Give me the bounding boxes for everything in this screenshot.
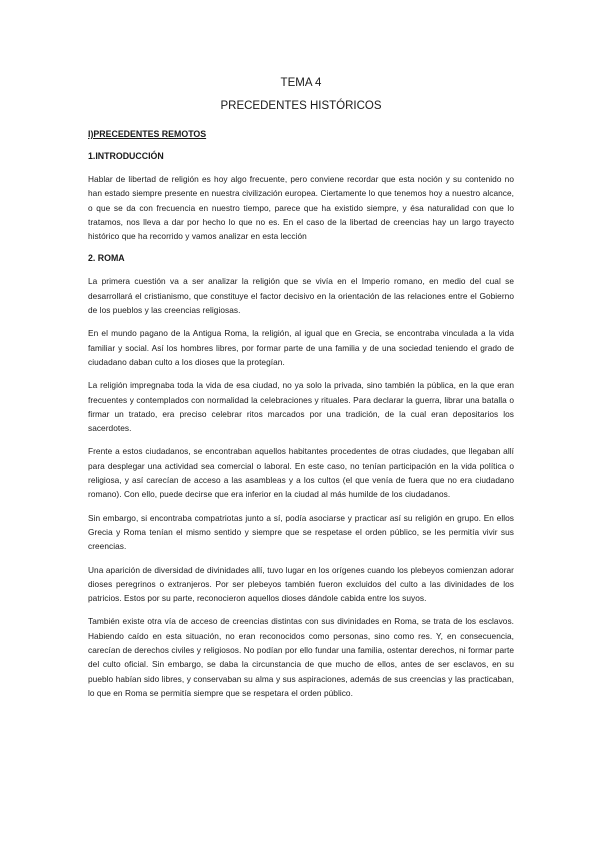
paragraph-roma-2: En el mundo pagano de la Antigua Roma, la religión, al igual que en Grecia, se encontraba vinculada a la vida familiar y social. Así los hombres libres, por formar parte de una familia y de una sociedad teniendo el grado de ciudadano daban culto a los dioses que la protegían. xyxy=(88,328,514,367)
paragraph-roma-5: Sin embargo, si encontraba compatriotas junto a sí, podía asociarse y practicar así su religión en grupo. En ellos Grecia y Roma tenían el mismo sentido y siempre que se respetase el orden público, se les permitía vivir sus creencias. xyxy=(88,512,514,552)
paragraph-roma-4: Frente a estos ciudadanos, se encontraban aquellos habitantes procedentes de otras ciudades, que llegaban allí para desplegar una actividad sea comercial o laboral. En este caso, no tenían participación en la vida política o religiosa, y así carecían de acceso a las asambleas y a los cultos (el que venía de fuera que no era ciudadano romano). Con ello, puede decirse que era inferior en la ciudad al más humilde de los ciudadanos. xyxy=(88,446,514,500)
section-heading-introduccion: 1.INTRODUCCIÓN xyxy=(88,151,164,161)
section-heading-roma: 2. ROMA xyxy=(88,253,125,264)
paragraph-roma-3: La religión impregnaba toda la vida de esa ciudad, no ya solo la privada, sino también la pública, en la que eran frecuentes y contemplados con normalidad la celebraciones y rituales. Para declarar la guerra, librar una batalla o firmar un tratado, era preciso celebrar ritos marcados por una tradición, de la cual eran depositarios los sacerdotes. xyxy=(88,380,514,434)
document-content xyxy=(88,76,514,709)
page-subtitle: PRECEDENTES HISTÓRICOS xyxy=(220,100,382,112)
paragraph-roma-6: Una aparición de diversidad de divinidades allí, tuvo lugar en los orígenes cuando los plebeyos comienzan adorar dioses peregrinos o extranjeros. Por ser plebeyos también fueron excluidos del culto a las divinidades de los patricios. Estos por su parte, reconocieron aquellos dioses dándole cabida entre los suyos. xyxy=(88,564,514,604)
section-heading-precedentes-remotos: I)PRECEDENTES REMOTOS xyxy=(88,129,207,139)
paragraph-intro: Hablar de libertad de religión es hoy algo frecuente, pero conviene recordar que esta noción y su contenido no han estado siempre presente en nuestra civilización europea. Ciertamente lo que tenemos hoy a nuestro alcance, o que se da con frecuencia en nuestro tiempo, parece que ha existido siempre, y ésa naturalidad con que lo tratamos, nos lleva a dar por hecho lo que no es. En el caso de la libertad de creencias hay un largo trayecto histórico que ha recorrido y vamos analizar en esta lección xyxy=(88,174,514,242)
page-title: TEMA 4 xyxy=(280,77,322,89)
paragraph-roma-7: También existe otra vía de acceso de creencias distintas con sus divinidades en Roma, se trata de los esclavos. Habiendo caído en esta situación, no eran reconocidos como personas, sino como res. Y, en consecuencia, carecían de derechos civiles y religiosos. No podían por ello fundar una familia, ostentar derechos, ni formar parte del culto oficial. Sin embargo, se daba la circunstancia de que mucho de ellos, antes de ser esclavos, en su pueblo habían sido libres, y conservaban su alma y sus aspiraciones, además de sus creencias y las practicaban, lo que en Roma se permitía siempre que se respetara el orden público. xyxy=(88,616,514,698)
paragraph-roma-1: La primera cuestión va a ser analizar la religión que se vivía en el Imperio romano, en medio del cual se desarrollará el cristianismo, que constituye el factor decisivo en la orientación de las relaciones entre el Gobierno de los pueblos y las creencias religiosas. xyxy=(88,276,514,316)
